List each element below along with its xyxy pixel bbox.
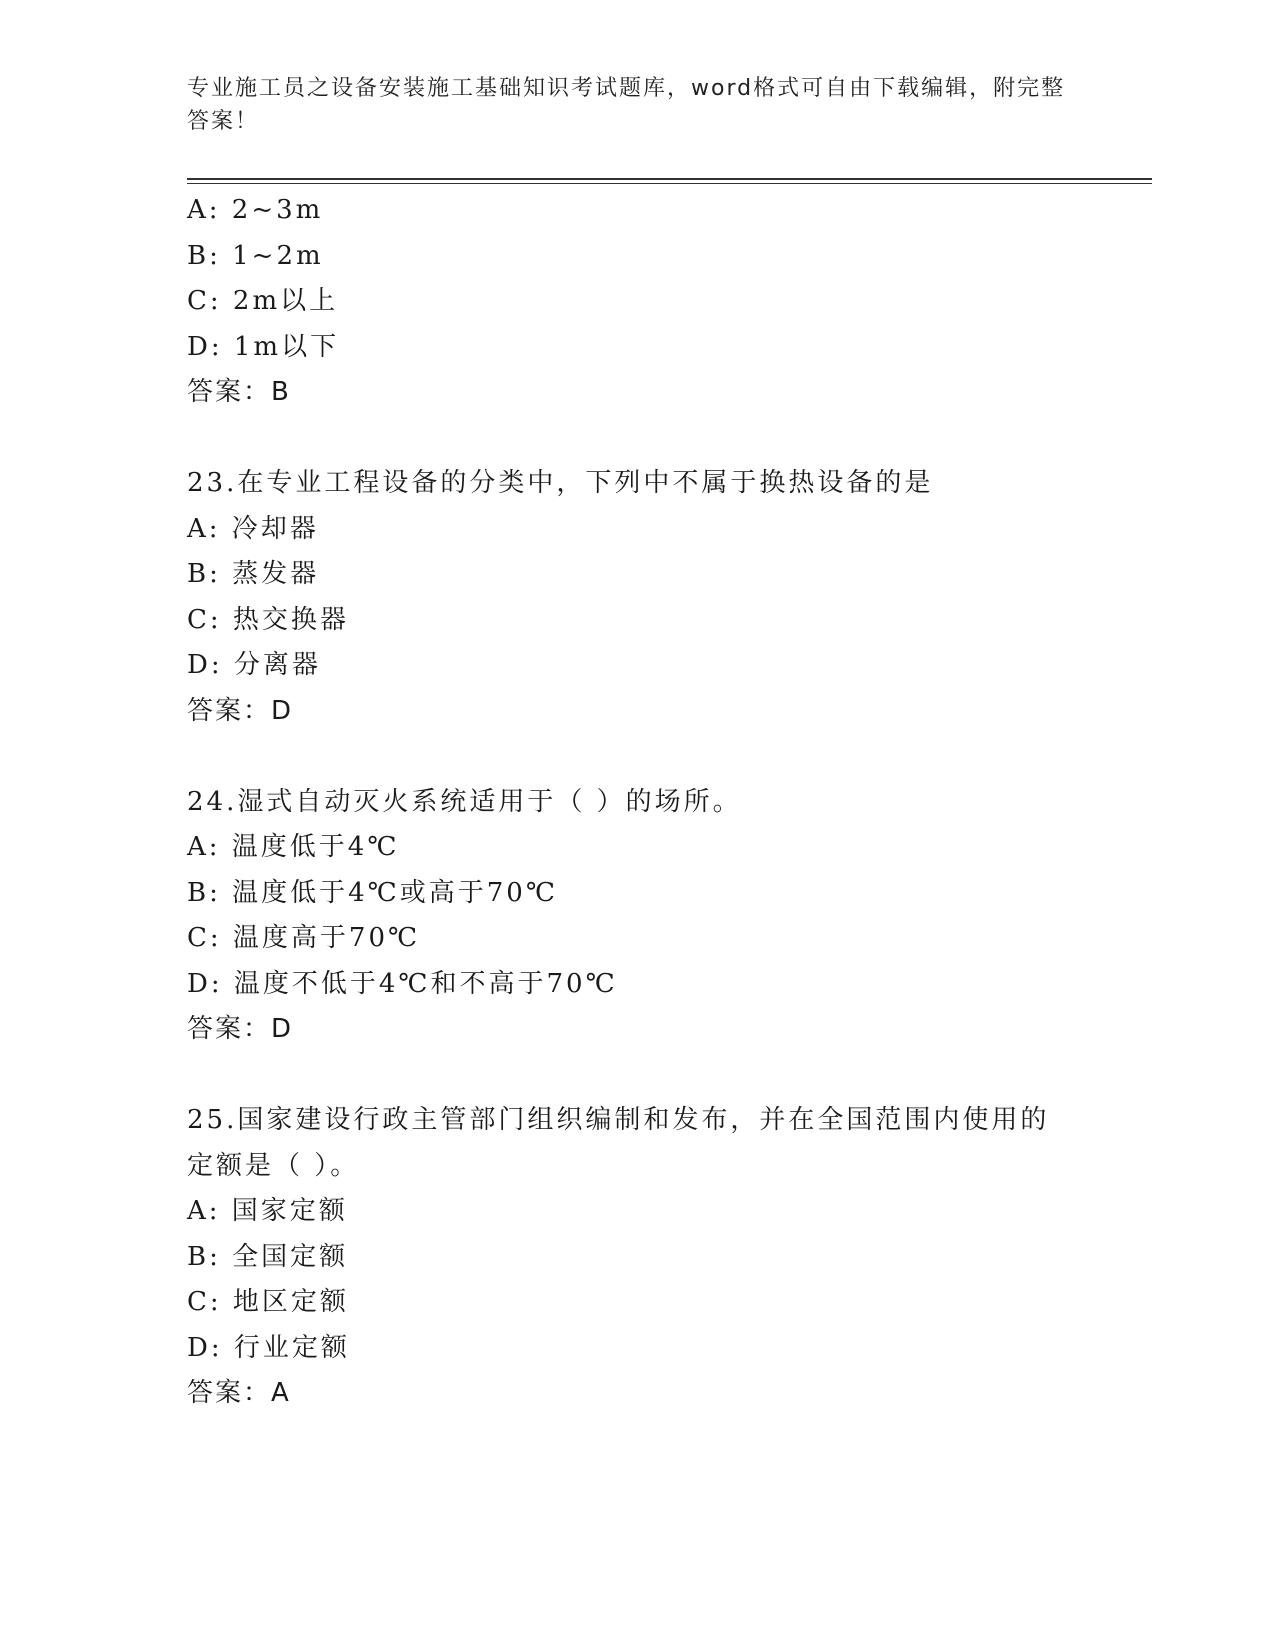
- question-23: [187, 461, 1077, 734]
- question-25: [187, 1098, 1077, 1417]
- spacer: [187, 734, 1077, 780]
- option-a: A: 2~3m: [187, 195, 324, 225]
- answer-line: 答案：D: [187, 695, 294, 726]
- option-d: D: 1m以下: [187, 331, 340, 362]
- option-a: A: 温度低于4℃: [187, 832, 400, 862]
- spacer: [187, 1053, 1077, 1099]
- option-a: A: 冷却器: [187, 513, 319, 544]
- header-title: 专业施工员之设备安装施工基础知识考试题库，word格式可自由下载编辑，附完整答案！: [187, 76, 1066, 134]
- question-text: 23.在专业工程设备的分类中，下列中不属于换热设备的是: [187, 468, 934, 498]
- option-b: B: 全国定额: [187, 1241, 349, 1272]
- question-text: 25.国家建设行政主管部门组织编制和发布，并在全国范围内使用的定额是（ ）。: [187, 1105, 1050, 1181]
- question-22: [187, 188, 1077, 416]
- option-b: B: 温度低于4℃或高于70℃: [187, 877, 558, 908]
- answer-line: 答案：B: [187, 377, 291, 407]
- option-d: D: 温度不低于4℃和不高于70℃: [187, 968, 618, 999]
- option-b: B: 蒸发器: [187, 559, 320, 589]
- option-d: D: 分离器: [187, 650, 321, 680]
- option-c: C: 热交换器: [187, 604, 349, 635]
- option-c: C: 温度高于70℃: [187, 923, 421, 953]
- header-divider-thin: [187, 183, 1152, 184]
- option-c: C: 地区定额: [187, 1287, 349, 1317]
- option-d: D: 行业定额: [187, 1332, 350, 1363]
- option-c: C: 2m以上: [187, 286, 339, 316]
- answer-line: 答案：A: [187, 1378, 291, 1408]
- header-divider-thick: [187, 178, 1152, 180]
- question-24: [187, 780, 1077, 1053]
- question-text: 24.湿式自动灭火系统适用于（ ）的场所。: [187, 786, 742, 817]
- option-b: B: 1~2m: [187, 240, 324, 271]
- answer-line: 答案：D: [187, 1014, 294, 1044]
- question-list: [187, 188, 1077, 1417]
- spacer: [187, 416, 1077, 462]
- document-header: [187, 72, 1067, 138]
- option-a: A: 国家定额: [187, 1196, 348, 1226]
